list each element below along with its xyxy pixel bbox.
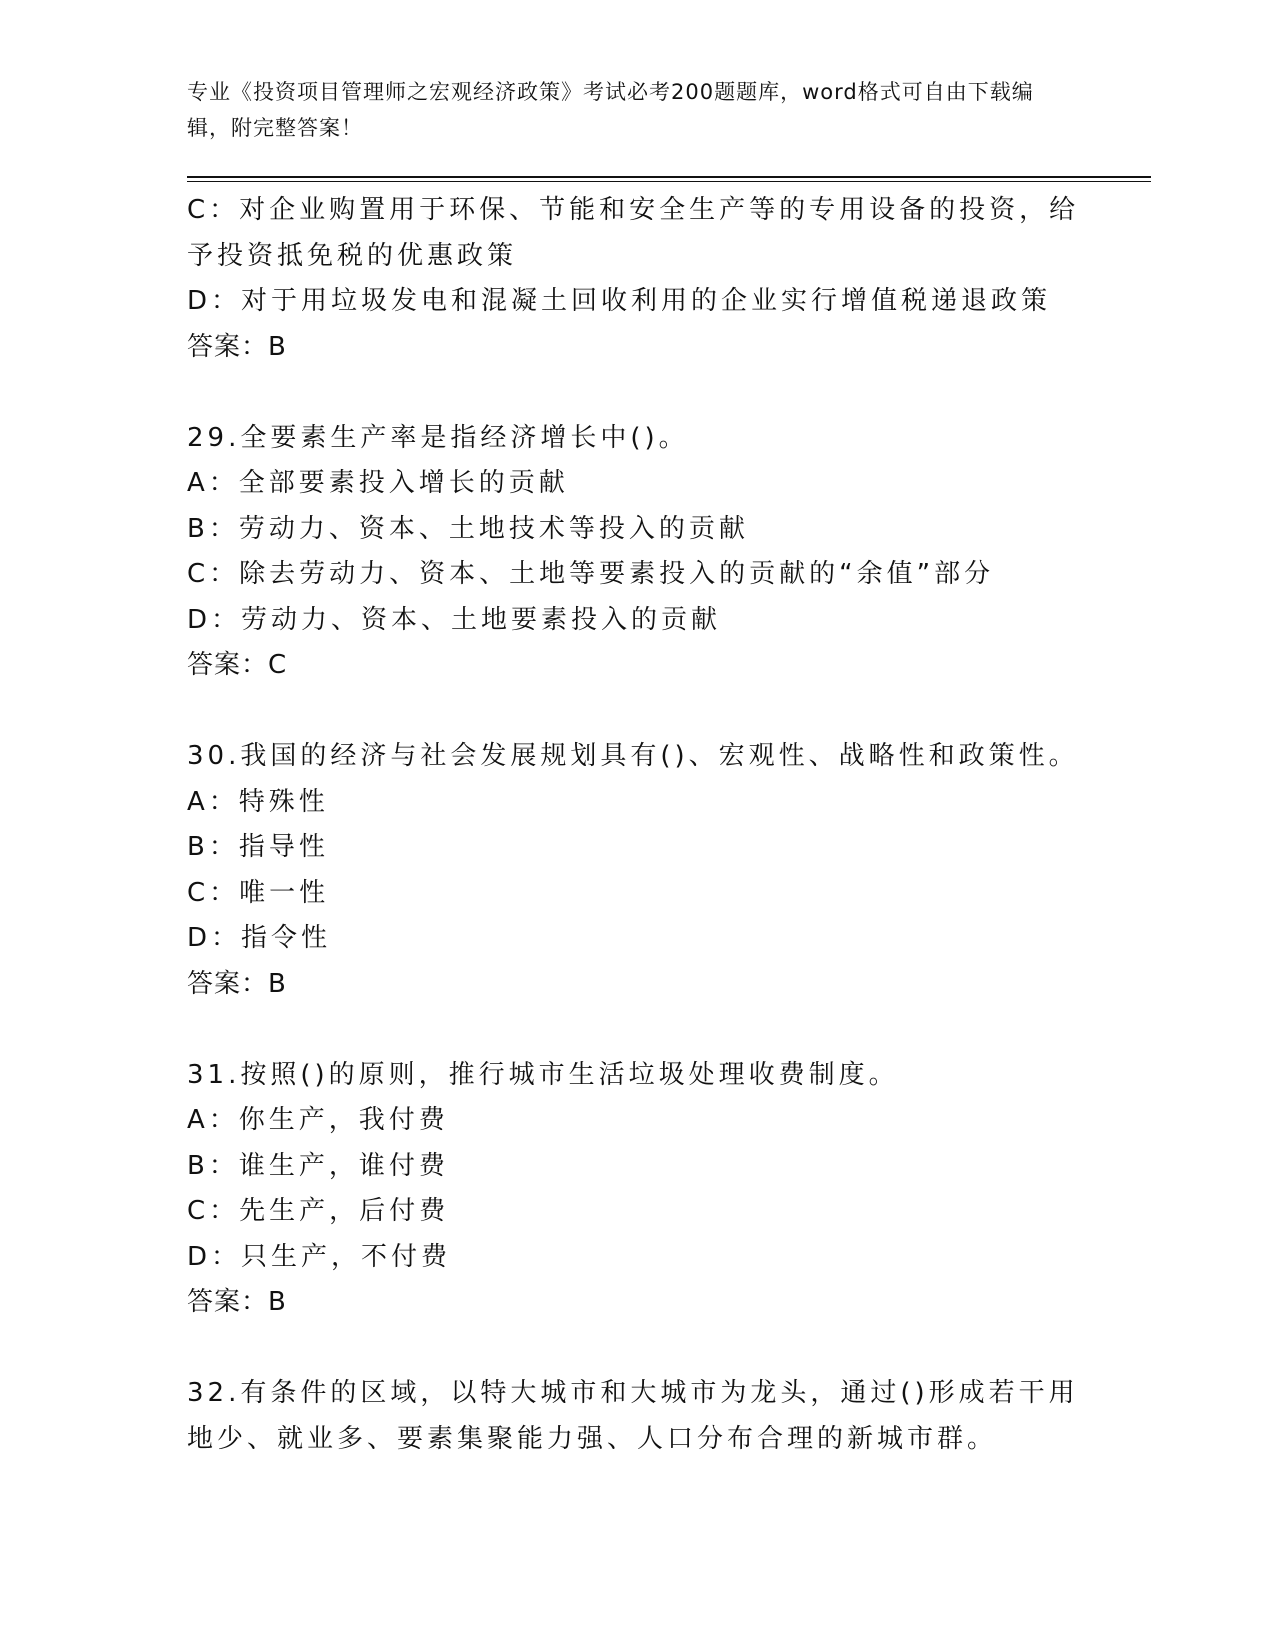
option-b: B：劳动力、资本、土地技术等投入的贡献 <box>187 513 749 544</box>
question-stem: 32.有条件的区域，以特大城市和大城市为龙头，通过()形成若干用地少、就业多、要素集聚能力强、人口分布合理的新城市群。 <box>187 1378 1079 1454</box>
answer: 答案：B <box>187 968 287 999</box>
question-29 <box>187 416 1087 689</box>
spacer <box>187 370 1087 416</box>
option-c: C：唯一性 <box>187 877 330 908</box>
option-d: D：只生产，不付费 <box>187 1241 452 1272</box>
spacer <box>187 1007 1087 1053</box>
option-a: A：你生产，我付费 <box>187 1105 449 1135</box>
spacer <box>187 689 1087 735</box>
answer: 答案：B <box>187 1287 287 1317</box>
question-list <box>187 188 1087 1462</box>
option-d: D：对于用垃圾发电和混凝土回收利用的企业实行增值税递退政策 <box>187 286 1052 316</box>
question-stem: 31.按照()的原则，推行城市生活垃圾处理收费制度。 <box>187 1059 899 1090</box>
spacer <box>187 1326 1087 1372</box>
question-30 <box>187 734 1087 1007</box>
option-b: B：指导性 <box>187 832 329 862</box>
option-b: B：谁生产，谁付费 <box>187 1150 449 1181</box>
answer: 答案：B <box>187 331 287 362</box>
option-c: C：先生产，后付费 <box>187 1196 450 1226</box>
option-d: D：指令性 <box>187 923 332 953</box>
header-divider-thick <box>187 176 1151 178</box>
question-stem: 29.全要素生产率是指经济增长中()。 <box>187 422 689 453</box>
continued-question-28 <box>187 188 1087 370</box>
option-d: D：劳动力、资本、土地要素投入的贡献 <box>187 604 722 635</box>
option-a: A：全部要素投入增长的贡献 <box>187 468 569 498</box>
option-a: A：特殊性 <box>187 786 329 817</box>
document-header: 专业《投资项目管理师之宏观经济政策》考试必考200题题库，word格式可自由下载编辑，附完整答案！ <box>187 80 1034 140</box>
question-32 <box>187 1371 1087 1462</box>
option-c: C：除去劳动力、资本、土地等要素投入的贡献的“余值”部分 <box>187 559 995 589</box>
question-31 <box>187 1053 1087 1326</box>
answer: 答案：C <box>187 650 288 680</box>
header-divider-thin <box>187 181 1151 182</box>
question-stem: 30.我国的经济与社会发展规划具有()、宏观性、战略性和政策性。 <box>187 741 1079 771</box>
option-c: C：对企业购置用于环保、节能和安全生产等的专用设备的投资，给予投资抵免税的优惠政策 <box>187 195 1080 271</box>
